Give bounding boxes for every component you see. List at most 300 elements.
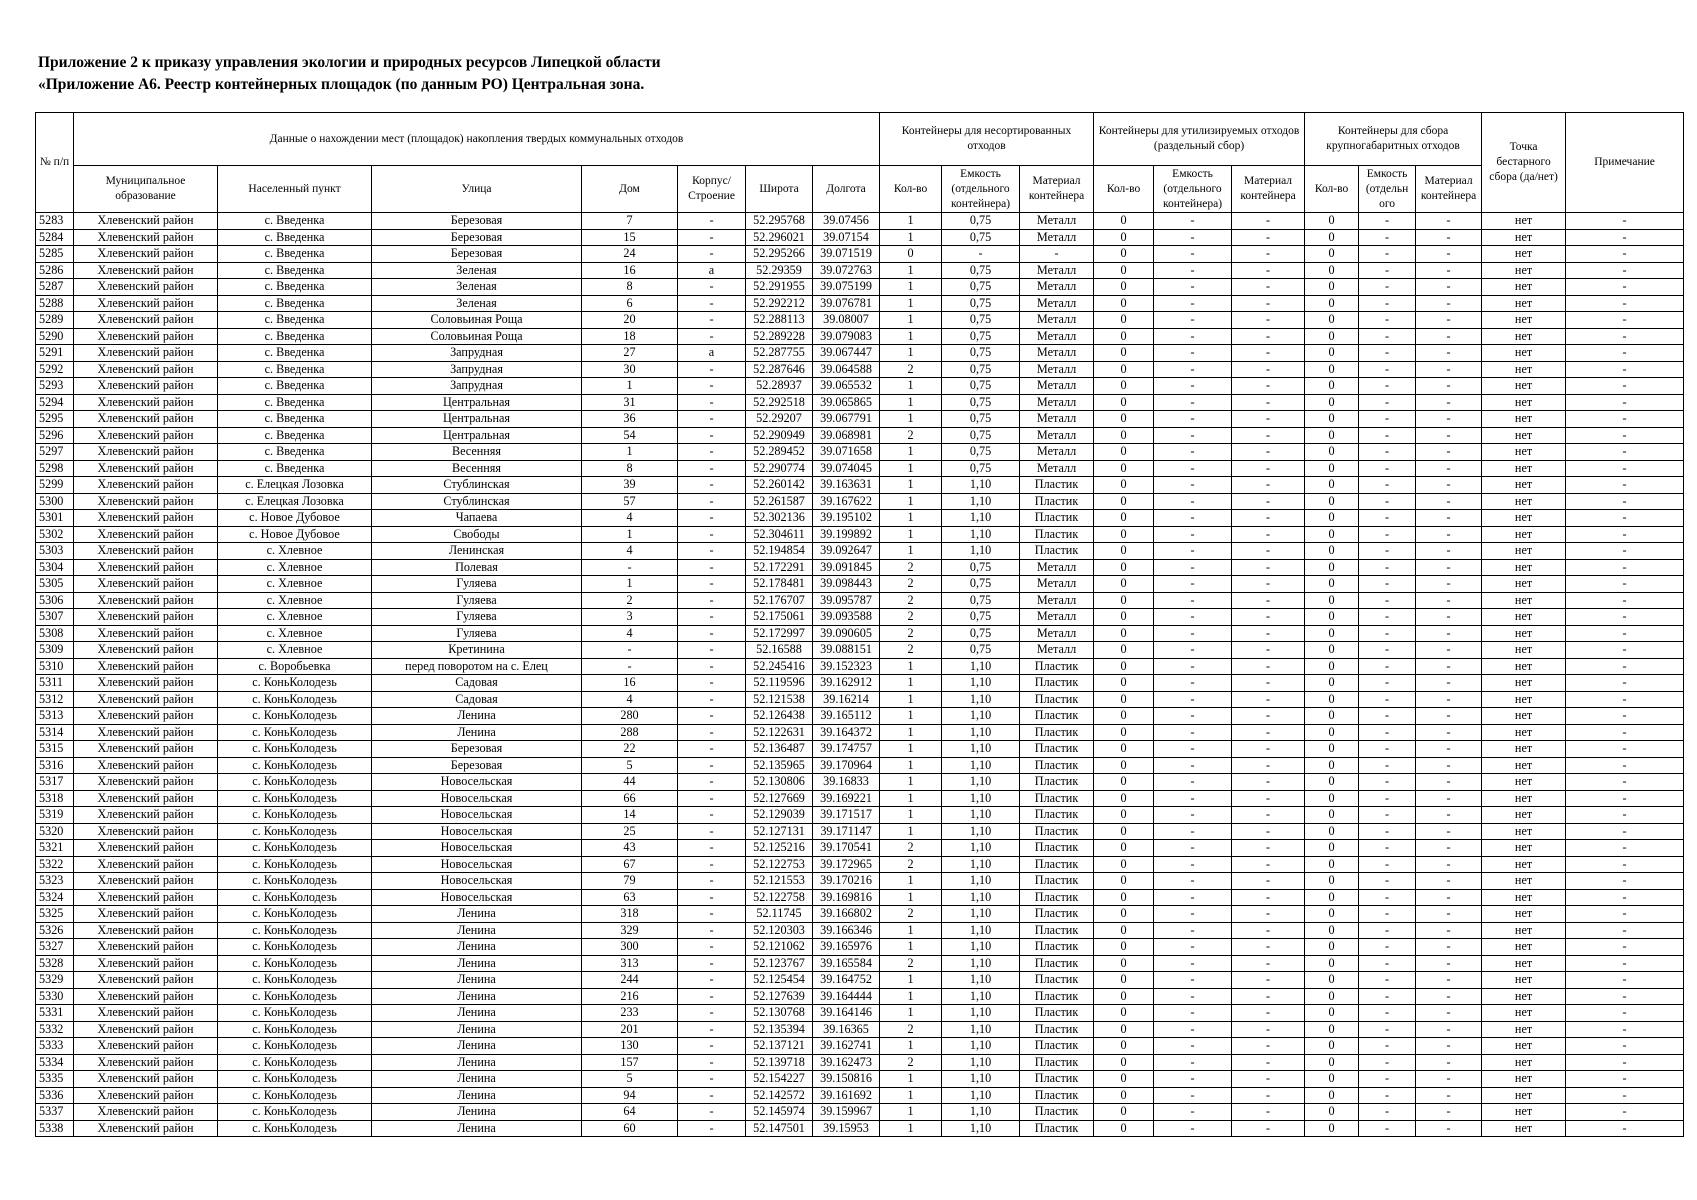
bulky-capacity-cell: -: [1359, 493, 1416, 510]
recycled-material-cell: -: [1232, 493, 1305, 510]
unsorted-count-cell: 1: [880, 939, 942, 956]
unsorted-capacity-cell: 1,10: [942, 1120, 1020, 1137]
unsorted-capacity-cell: 0,75: [942, 576, 1020, 593]
bulky-capacity-header: Емкость (отдельн ого: [1359, 166, 1416, 213]
table-row: [36, 262, 1684, 279]
recycled-count-cell: 0: [1094, 229, 1154, 246]
building-cell: -: [678, 625, 746, 642]
recycled-material-cell: -: [1232, 889, 1305, 906]
municipality-cell: Хлевенский район: [74, 658, 218, 675]
longitude-cell: 39.16833: [813, 774, 880, 791]
latitude-cell: 52.292212: [746, 295, 813, 312]
building-cell: -: [678, 1054, 746, 1071]
settlement-cell: с. Хлевное: [218, 625, 372, 642]
latitude-cell: 52.147501: [746, 1120, 813, 1137]
recycled-capacity-cell: -: [1154, 345, 1232, 362]
longitude-cell: 39.164752: [813, 972, 880, 989]
unsorted-material-cell: Пластик: [1020, 823, 1094, 840]
row-number-cell: 5283: [36, 213, 74, 230]
bulky-capacity-cell: -: [1359, 642, 1416, 659]
recycled-capacity-cell: -: [1154, 262, 1232, 279]
municipality-cell: Хлевенский район: [74, 774, 218, 791]
house-cell: 5: [582, 1071, 678, 1088]
house-cell: 64: [582, 1104, 678, 1121]
bulky-capacity-cell: -: [1359, 213, 1416, 230]
table-row: [36, 972, 1684, 989]
note-cell: -: [1566, 262, 1684, 279]
bulky-material-cell: -: [1416, 609, 1482, 626]
note-cell: -: [1566, 642, 1684, 659]
street-cell: Ленина: [372, 1021, 582, 1038]
unsorted-capacity-cell: 0,75: [942, 213, 1020, 230]
house-cell: 44: [582, 774, 678, 791]
bulky-count-cell: 0: [1305, 229, 1359, 246]
unsorted-count-cell: 2: [880, 592, 942, 609]
table-row: [36, 460, 1684, 477]
bulky-capacity-cell: -: [1359, 1038, 1416, 1055]
recycled-capacity-cell: -: [1154, 246, 1232, 263]
row-number-cell: 5291: [36, 345, 74, 362]
municipality-cell: Хлевенский район: [74, 807, 218, 824]
longitude-cell: 39.071519: [813, 246, 880, 263]
unsorted-count-cell: 1: [880, 279, 942, 296]
recycled-count-cell: 0: [1094, 691, 1154, 708]
recycled-count-cell: 0: [1094, 939, 1154, 956]
street-cell: Новосельская: [372, 807, 582, 824]
house-cell: 201: [582, 1021, 678, 1038]
recycled-material-cell: -: [1232, 312, 1305, 329]
bulky-material-cell: -: [1416, 246, 1482, 263]
unsorted-count-cell: 1: [880, 741, 942, 758]
bulky-material-cell: -: [1416, 411, 1482, 428]
bulky-count-cell: 0: [1305, 1021, 1359, 1038]
municipality-header: Муниципальное образование: [74, 166, 218, 213]
building-cell: -: [678, 213, 746, 230]
recycled-count-cell: 0: [1094, 1054, 1154, 1071]
recycled-capacity-cell: -: [1154, 922, 1232, 939]
table-row: [36, 658, 1684, 675]
recycled-material-cell: -: [1232, 444, 1305, 461]
street-cell: Березовая: [372, 246, 582, 263]
house-cell: 30: [582, 361, 678, 378]
longitude-cell: 39.072763: [813, 262, 880, 279]
recycled-count-cell: 0: [1094, 741, 1154, 758]
row-number-cell: 5286: [36, 262, 74, 279]
building-cell: -: [678, 840, 746, 857]
recycled-count-cell: 0: [1094, 493, 1154, 510]
bagless-point-cell: нет: [1482, 774, 1566, 791]
recycled-count-cell: 0: [1094, 411, 1154, 428]
recycled-count-cell: 0: [1094, 675, 1154, 692]
recycled-capacity-cell: -: [1154, 279, 1232, 296]
unsorted-material-cell: Пластик: [1020, 972, 1094, 989]
unsorted-capacity-cell: 1,10: [942, 972, 1020, 989]
house-cell: 4: [582, 543, 678, 560]
recycled-count-cell: 0: [1094, 427, 1154, 444]
bulky-count-cell: 0: [1305, 889, 1359, 906]
municipality-cell: Хлевенский район: [74, 411, 218, 428]
note-cell: -: [1566, 823, 1684, 840]
bagless-point-cell: нет: [1482, 312, 1566, 329]
heading-line-1: Приложение 2 к приказу управления экологии и природных ресурсов Липецкой области: [38, 54, 661, 71]
bagless-point-cell: нет: [1482, 1120, 1566, 1137]
recycled-material-cell: -: [1232, 295, 1305, 312]
recycled-capacity-cell: -: [1154, 1104, 1232, 1121]
unsorted-material-cell: Пластик: [1020, 1038, 1094, 1055]
bulky-count-cell: 0: [1305, 1054, 1359, 1071]
unsorted-material-cell: Металл: [1020, 295, 1094, 312]
recycled-material-cell: -: [1232, 526, 1305, 543]
recycled-material-cell: -: [1232, 592, 1305, 609]
unsorted-material-cell: Металл: [1020, 229, 1094, 246]
bulky-material-cell: -: [1416, 856, 1482, 873]
settlement-cell: с. КоньКолодезь: [218, 724, 372, 741]
unsorted-capacity-cell: 1,10: [942, 840, 1020, 857]
recycled-count-cell: 0: [1094, 312, 1154, 329]
bulky-count-cell: 0: [1305, 840, 1359, 857]
recycled-capacity-cell: -: [1154, 510, 1232, 527]
bulky-count-cell: 0: [1305, 246, 1359, 263]
row-number-cell: 5315: [36, 741, 74, 758]
recycled-material-cell: -: [1232, 724, 1305, 741]
municipality-cell: Хлевенский район: [74, 526, 218, 543]
house-cell: 20: [582, 312, 678, 329]
recycled-count-cell: 0: [1094, 906, 1154, 923]
longitude-cell: 39.162473: [813, 1054, 880, 1071]
table-row: [36, 213, 1684, 230]
unsorted-material-cell: Пластик: [1020, 526, 1094, 543]
longitude-cell: 39.07456: [813, 213, 880, 230]
bulky-capacity-cell: -: [1359, 906, 1416, 923]
table-row: [36, 625, 1684, 642]
municipality-cell: Хлевенский район: [74, 823, 218, 840]
latitude-cell: 52.28937: [746, 378, 813, 395]
longitude-cell: 39.067791: [813, 411, 880, 428]
recycled-capacity-cell: -: [1154, 823, 1232, 840]
longitude-cell: 39.079083: [813, 328, 880, 345]
building-header: Корпус/ Строение: [678, 166, 746, 213]
table-row: [36, 1087, 1684, 1104]
latitude-cell: 52.127669: [746, 790, 813, 807]
bagless-point-cell: нет: [1482, 790, 1566, 807]
recycled-capacity-cell: -: [1154, 229, 1232, 246]
house-cell: 66: [582, 790, 678, 807]
street-cell: Гуляева: [372, 592, 582, 609]
unsorted-capacity-cell: 0,75: [942, 295, 1020, 312]
note-cell: -: [1566, 1071, 1684, 1088]
bulky-material-cell: -: [1416, 823, 1482, 840]
unsorted-material-cell: -: [1020, 246, 1094, 263]
settlement-cell: с. Введенка: [218, 427, 372, 444]
building-cell: а: [678, 262, 746, 279]
building-cell: -: [678, 774, 746, 791]
recycled-material-cell: -: [1232, 328, 1305, 345]
row-number-cell: 5337: [36, 1104, 74, 1121]
recycled-count-cell: 0: [1094, 345, 1154, 362]
street-cell: Центральная: [372, 427, 582, 444]
bulky-material-cell: -: [1416, 1071, 1482, 1088]
unsorted-capacity-cell: 0,75: [942, 444, 1020, 461]
building-cell: -: [678, 1087, 746, 1104]
house-cell: 216: [582, 988, 678, 1005]
latitude-cell: 52.130768: [746, 1005, 813, 1022]
settlement-cell: с. Хлевное: [218, 592, 372, 609]
house-cell: 233: [582, 1005, 678, 1022]
unsorted-material-cell: Пластик: [1020, 1087, 1094, 1104]
note-cell: -: [1566, 576, 1684, 593]
settlement-cell: с. КоньКолодезь: [218, 741, 372, 758]
note-cell: -: [1566, 246, 1684, 263]
municipality-cell: Хлевенский район: [74, 1104, 218, 1121]
bulky-capacity-cell: -: [1359, 460, 1416, 477]
bulky-count-cell: 0: [1305, 625, 1359, 642]
note-cell: -: [1566, 493, 1684, 510]
recycled-capacity-cell: -: [1154, 724, 1232, 741]
recycled-capacity-cell: -: [1154, 394, 1232, 411]
recycled-count-cell: 0: [1094, 988, 1154, 1005]
longitude-cell: 39.161692: [813, 1087, 880, 1104]
latitude-cell: 52.120303: [746, 922, 813, 939]
note-cell: -: [1566, 988, 1684, 1005]
row-number-cell: 5322: [36, 856, 74, 873]
table-row: [36, 873, 1684, 890]
bulky-count-cell: 0: [1305, 1071, 1359, 1088]
table-row: [36, 856, 1684, 873]
unsorted-capacity-cell: 1,10: [942, 691, 1020, 708]
building-cell: -: [678, 939, 746, 956]
bulky-capacity-cell: -: [1359, 790, 1416, 807]
settlement-cell: с. КоньКолодезь: [218, 774, 372, 791]
recycled-count-cell: 0: [1094, 262, 1154, 279]
unsorted-count-cell: 2: [880, 609, 942, 626]
street-cell: Соловьиная Роща: [372, 328, 582, 345]
bulky-material-cell: -: [1416, 724, 1482, 741]
unsorted-material-cell: Металл: [1020, 576, 1094, 593]
street-cell: Ленина: [372, 988, 582, 1005]
recycled-count-cell: 0: [1094, 1021, 1154, 1038]
municipality-cell: Хлевенский район: [74, 361, 218, 378]
unsorted-capacity-cell: 0,75: [942, 592, 1020, 609]
building-cell: -: [678, 559, 746, 576]
bulky-count-header: Кол-во: [1305, 166, 1359, 213]
bulky-count-cell: 0: [1305, 460, 1359, 477]
recycled-count-cell: 0: [1094, 856, 1154, 873]
longitude-cell: 39.071658: [813, 444, 880, 461]
table-row: [36, 328, 1684, 345]
bulky-capacity-cell: -: [1359, 328, 1416, 345]
unsorted-material-cell: Пластик: [1020, 1021, 1094, 1038]
unsorted-material-cell: Пластик: [1020, 543, 1094, 560]
unsorted-count-cell: 2: [880, 840, 942, 857]
street-cell: перед поворотом на с. Елец: [372, 658, 582, 675]
note-cell: -: [1566, 1054, 1684, 1071]
bagless-point-cell: нет: [1482, 345, 1566, 362]
recycled-capacity-cell: -: [1154, 939, 1232, 956]
latitude-cell: 52.175061: [746, 609, 813, 626]
bulky-group-header: Контейнеры для сбора крупногабаритных отходов: [1305, 113, 1482, 166]
unsorted-count-cell: 2: [880, 955, 942, 972]
bagless-point-cell: нет: [1482, 972, 1566, 989]
settlement-cell: с. КоньКолодезь: [218, 790, 372, 807]
bulky-count-cell: 0: [1305, 988, 1359, 1005]
settlement-cell: с. КоньКолодезь: [218, 939, 372, 956]
recycled-material-cell: -: [1232, 840, 1305, 857]
unsorted-count-cell: 1: [880, 295, 942, 312]
unsorted-count-cell: 2: [880, 856, 942, 873]
building-cell: -: [678, 807, 746, 824]
note-cell: -: [1566, 790, 1684, 807]
recycled-material-cell: -: [1232, 1021, 1305, 1038]
unsorted-capacity-cell: 0,75: [942, 609, 1020, 626]
recycled-capacity-cell: -: [1154, 361, 1232, 378]
unsorted-material-cell: Металл: [1020, 411, 1094, 428]
latitude-cell: 52.290774: [746, 460, 813, 477]
municipality-cell: Хлевенский район: [74, 840, 218, 857]
row-number-cell: 5289: [36, 312, 74, 329]
recycled-count-cell: 0: [1094, 774, 1154, 791]
unsorted-count-cell: 1: [880, 510, 942, 527]
street-cell: Ленина: [372, 922, 582, 939]
unsorted-count-cell: 1: [880, 394, 942, 411]
municipality-cell: Хлевенский район: [74, 493, 218, 510]
street-cell: Новосельская: [372, 889, 582, 906]
bulky-material-cell: -: [1416, 510, 1482, 527]
latitude-cell: 52.129039: [746, 807, 813, 824]
house-cell: 4: [582, 510, 678, 527]
settlement-cell: с. КоньКолодезь: [218, 988, 372, 1005]
unsorted-capacity-cell: 1,10: [942, 1071, 1020, 1088]
settlement-cell: с. КоньКолодезь: [218, 691, 372, 708]
municipality-cell: Хлевенский район: [74, 345, 218, 362]
municipality-cell: Хлевенский район: [74, 1038, 218, 1055]
unsorted-count-cell: 1: [880, 229, 942, 246]
bulky-count-cell: 0: [1305, 543, 1359, 560]
bulky-capacity-cell: -: [1359, 345, 1416, 362]
street-cell: Садовая: [372, 691, 582, 708]
recycled-material-cell: -: [1232, 246, 1305, 263]
row-number-cell: 5302: [36, 526, 74, 543]
recycled-capacity-cell: -: [1154, 691, 1232, 708]
bulky-count-cell: 0: [1305, 312, 1359, 329]
latitude-cell: 52.296021: [746, 229, 813, 246]
unsorted-count-cell: 1: [880, 691, 942, 708]
unsorted-count-cell: 1: [880, 444, 942, 461]
bulky-material-cell: -: [1416, 1104, 1482, 1121]
row-number-cell: 5314: [36, 724, 74, 741]
table-row: [36, 724, 1684, 741]
recycled-count-cell: 0: [1094, 1087, 1154, 1104]
street-cell: Свободы: [372, 526, 582, 543]
table-row: [36, 922, 1684, 939]
latitude-cell: 52.302136: [746, 510, 813, 527]
recycled-count-cell: 0: [1094, 361, 1154, 378]
recycled-count-cell: 0: [1094, 526, 1154, 543]
unsorted-capacity-cell: 0,75: [942, 279, 1020, 296]
bagless-point-cell: нет: [1482, 279, 1566, 296]
unsorted-capacity-cell: 0,75: [942, 312, 1020, 329]
bagless-point-cell: нет: [1482, 889, 1566, 906]
settlement-cell: с. КоньКолодезь: [218, 906, 372, 923]
building-cell: -: [678, 988, 746, 1005]
latitude-cell: 52.260142: [746, 477, 813, 494]
table-row: [36, 790, 1684, 807]
table-row: [36, 229, 1684, 246]
unsorted-count-cell: 1: [880, 807, 942, 824]
unsorted-material-cell: Металл: [1020, 444, 1094, 461]
longitude-cell: 39.159967: [813, 1104, 880, 1121]
house-cell: 54: [582, 427, 678, 444]
recycled-count-cell: 0: [1094, 328, 1154, 345]
bulky-count-cell: 0: [1305, 444, 1359, 461]
table-row: [36, 427, 1684, 444]
municipality-cell: Хлевенский район: [74, 922, 218, 939]
municipality-cell: Хлевенский район: [74, 328, 218, 345]
table-row: [36, 394, 1684, 411]
unsorted-count-cell: 2: [880, 625, 942, 642]
table-row: [36, 378, 1684, 395]
table-row: [36, 988, 1684, 1005]
table-row: [36, 246, 1684, 263]
house-cell: 244: [582, 972, 678, 989]
longitude-cell: 39.195102: [813, 510, 880, 527]
recycled-capacity-cell: -: [1154, 741, 1232, 758]
longitude-cell: 39.170541: [813, 840, 880, 857]
row-number-cell: 5298: [36, 460, 74, 477]
recycled-capacity-cell: -: [1154, 658, 1232, 675]
latitude-cell: 52.29359: [746, 262, 813, 279]
unsorted-capacity-cell: 1,10: [942, 724, 1020, 741]
bulky-material-cell: -: [1416, 955, 1482, 972]
table-header: [36, 113, 1684, 213]
recycled-count-header: Кол-во: [1094, 166, 1154, 213]
bulky-capacity-cell: -: [1359, 510, 1416, 527]
street-cell: Ленина: [372, 939, 582, 956]
bulky-material-cell: -: [1416, 1054, 1482, 1071]
latitude-cell: 52.176707: [746, 592, 813, 609]
bagless-point-cell: нет: [1482, 642, 1566, 659]
row-number-cell: 5294: [36, 394, 74, 411]
building-cell: -: [678, 1038, 746, 1055]
unsorted-count-cell: 1: [880, 988, 942, 1005]
recycled-capacity-cell: -: [1154, 873, 1232, 890]
bulky-material-cell: -: [1416, 361, 1482, 378]
recycled-capacity-cell: -: [1154, 988, 1232, 1005]
bagless-point-cell: нет: [1482, 691, 1566, 708]
bulky-material-cell: -: [1416, 328, 1482, 345]
unsorted-count-cell: 1: [880, 790, 942, 807]
recycled-capacity-cell: -: [1154, 312, 1232, 329]
bulky-capacity-cell: -: [1359, 411, 1416, 428]
unsorted-count-cell: 1: [880, 312, 942, 329]
settlement-cell: с. КоньКолодезь: [218, 823, 372, 840]
longitude-cell: 39.166346: [813, 922, 880, 939]
recycled-capacity-cell: -: [1154, 1087, 1232, 1104]
recycled-count-cell: 0: [1094, 642, 1154, 659]
unsorted-material-cell: Пластик: [1020, 477, 1094, 494]
row-number-cell: 5304: [36, 559, 74, 576]
unsorted-count-cell: 1: [880, 526, 942, 543]
recycled-count-cell: 0: [1094, 922, 1154, 939]
unsorted-capacity-header: Емкость (отдельного контейнера): [942, 166, 1020, 213]
recycled-capacity-header: Емкость (отдельного контейнера): [1154, 166, 1232, 213]
recycled-capacity-cell: -: [1154, 543, 1232, 560]
bulky-capacity-cell: -: [1359, 625, 1416, 642]
longitude-cell: 39.162741: [813, 1038, 880, 1055]
recycled-capacity-cell: -: [1154, 757, 1232, 774]
table-row: [36, 1038, 1684, 1055]
unsorted-capacity-cell: 1,10: [942, 1087, 1020, 1104]
street-cell: Березовая: [372, 741, 582, 758]
